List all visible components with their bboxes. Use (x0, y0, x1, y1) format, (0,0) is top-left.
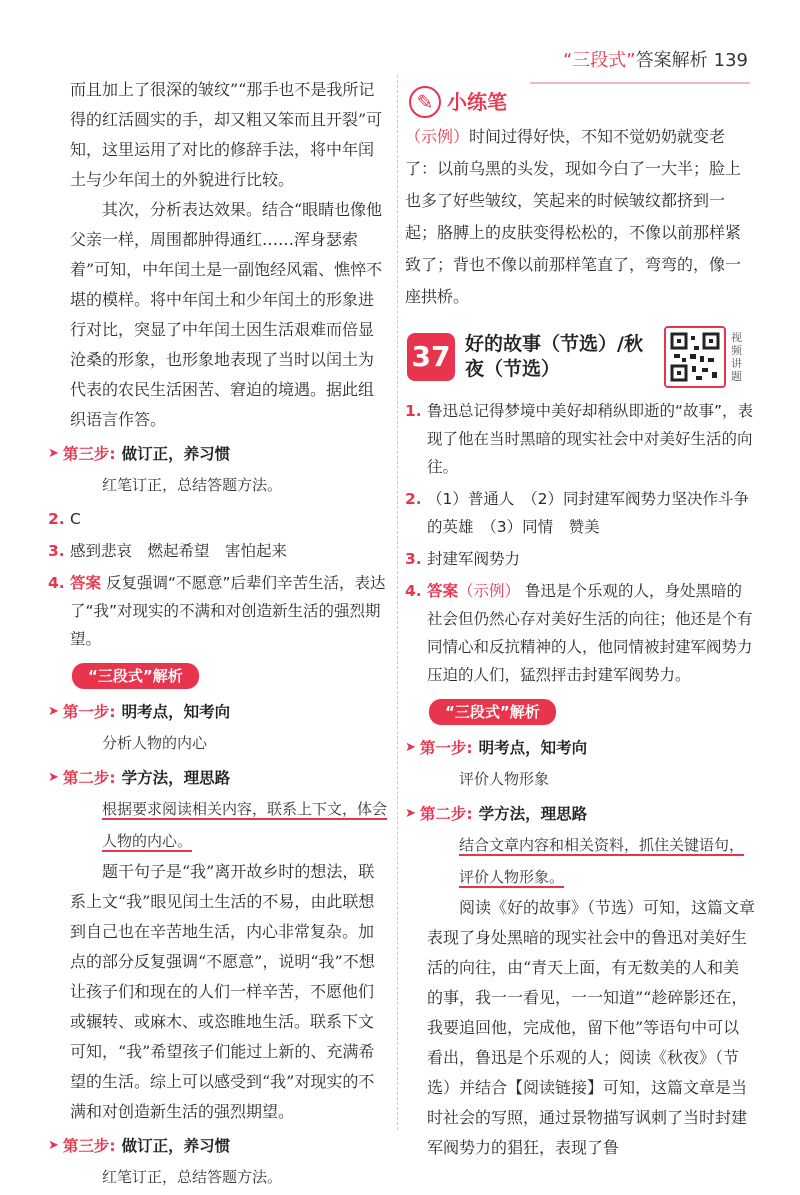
step-one-heading (48, 697, 388, 727)
example-tag: （示例） (405, 127, 470, 146)
paragraph: 而且加上了很深的皱纹”“那手也不是我所记得的红活圆实的手，却又粗又笨而且开裂”可知，这里运用了对比的修辞手法，将中年闰土与少年闰土的外貌进行比较。 (70, 80, 383, 189)
practice-heading (409, 85, 755, 119)
answer-label: 答案 (70, 574, 102, 592)
step-three-heading (48, 439, 388, 469)
answer-item-2 (48, 505, 388, 533)
item-number: 3. (48, 542, 65, 560)
step-text: 做订正，养习惯 (121, 1137, 231, 1155)
item-number: 2. (405, 490, 422, 508)
pen-icon: ✎ (409, 86, 441, 118)
item-text: 封建军阀势力 (427, 550, 521, 568)
item-text: 感到悲哀 燃起希望 害怕起来 (70, 542, 288, 560)
example-text: 时间过得好快，不知不觉奶奶就变老了：以前乌黑的头发，现如今白了一大半；脸上也多了好些皱纹，笑起来的时候皱纹都挤到一起；胳膊上的皮肤变得松松的，不像以前那样紧致了；背也不像以前那样笔直了，弯弯的，像一座拱桥。 (405, 127, 742, 306)
step-two-heading (405, 799, 755, 829)
step-text: 明考点，知考向 (478, 739, 588, 757)
paragraph: 其次，分析表达效果。结合“眼睛也像他父亲一样，周围都肿得通红……浑身瑟索着”可知，中年闰土是一副饱经风霜、憔悴不堪的模样。将中年闰土和少年闰土的形象进行对比，突显了中年闰土因生活艰难而倍显沧桑的形象，也形象地表现了当时以闰土为代表的农民生活困苦、窘迫的境遇。据此组织语言作答。 (70, 200, 383, 429)
step-detail: 分析人物的内心 (102, 734, 208, 752)
analysis-banner: “三段式”解析 (429, 699, 556, 725)
header-title: 答案解析 (635, 50, 708, 71)
series-label: “三段式” (562, 50, 636, 71)
answer-item-3 (48, 537, 388, 565)
item-text: C (70, 510, 81, 528)
step-text: 明考点，知考向 (121, 703, 231, 721)
arrow-icon: ➤ (48, 770, 59, 785)
answer-item-4 (48, 569, 388, 653)
step-label: 第二步: (419, 805, 473, 823)
answer-item-2 (405, 485, 755, 541)
answer-item-4 (405, 577, 755, 689)
step-text: 学方法，理思路 (478, 805, 588, 823)
left-column (48, 75, 388, 1193)
step-text: 学方法，理思路 (121, 769, 231, 787)
section-heading (407, 327, 755, 387)
example-tag: （示例） (458, 582, 521, 600)
paragraph: 题干句子是“我”离开故乡时的想法，联系上文“我”眼见闰土生活的不易，由此联想到自己也在辛苦地生活，内心非常复杂。加点的部分反复强调“不愿意”，说明“我”不想让孩子们和现在的人们一样辛苦，不愿他们或辗转、或麻木、或恣睢地生活。联系下文可知，“我”希望孩子们能过上新的、充满希望的生活。综上可以感受到“我”对现实的不满和对创造新生活的强烈期望。 (70, 862, 375, 1121)
section-number-badge: 37 (407, 333, 455, 381)
page-header (563, 46, 748, 72)
qr-code-icon[interactable] (664, 326, 726, 388)
qr-label: 视频讲题 (731, 331, 742, 383)
item-text: 鲁迅总记得梦境中美好却稍纵即逝的“故事”，表现了他在当时黑暗的现实社会中对美好生活的向往。 (427, 402, 754, 476)
step-two-heading (48, 763, 388, 793)
answer-item-3 (405, 545, 755, 573)
step-label: 第二步: (62, 769, 116, 787)
step-one-heading (405, 733, 755, 763)
right-column (405, 75, 755, 1163)
step-three-heading (48, 1131, 388, 1161)
arrow-icon: ➤ (48, 1138, 59, 1153)
step-label: 第一步: (419, 739, 473, 757)
item-number: 3. (405, 550, 422, 568)
step-text: 做订正，养习惯 (121, 445, 231, 463)
example-paragraph (405, 121, 755, 313)
arrow-icon: ➤ (405, 806, 416, 821)
practice-title: 小练笔 (447, 90, 507, 114)
item-number: 4. (405, 582, 422, 600)
answer-item-1 (405, 397, 755, 481)
column-divider (397, 75, 398, 1130)
step-label: 第一步: (62, 703, 116, 721)
arrow-icon: ➤ (405, 740, 416, 755)
section-title: 好的故事（节选）/秋夜（节选） (465, 333, 643, 380)
step-detail: 红笔订正，总结答题方法。 (102, 476, 283, 494)
arrow-icon: ➤ (48, 704, 59, 719)
item-number: 2. (48, 510, 65, 528)
item-text: 鲁迅是个乐观的人，身处黑暗的社会但仍然心存对美好生活的向往；他还是个有同情心和反抗精神的人，他同情被封建军阀势力压迫的人们，猛烈抨击封建军阀势力。 (427, 582, 753, 684)
step-detail: 根据要求阅读相关内容，联系上下文，体会人物的内心。 (102, 800, 388, 850)
item-text: 反复强调“不愿意”后辈们辛苦生活，表达了“我”对现实的不满和对创造新生活的强烈期望。 (70, 574, 386, 648)
analysis-banner: “三段式”解析 (72, 663, 199, 689)
answer-label: 答案 (427, 582, 459, 600)
step-label: 第三步: (62, 1137, 116, 1155)
step-label: 第三步: (62, 445, 116, 463)
paragraph: 阅读《好的故事》（节选）可知，这篇文章表现了身处黑暗的现实社会中的鲁迅对美好生活的向往，由“青天上面，有无数美的人和美的事，我一一看见，一一知道”“趁碎影还在，我要追回他，完成他，留下他”等语句中可以看出，鲁迅是个乐观的人；阅读《秋夜》（节选）并结合【阅读链接】可知，这篇文章是当时社会的写照，通过景物描写讽刺了当时封建军阀势力的猖狂，表现了鲁 (427, 898, 756, 1157)
item-text: （1）普通人 （2）同封建军阀势力坚决作斗争的英雄 （3）同情 赞美 (427, 490, 749, 536)
step-detail: 红笔订正，总结答题方法。 (102, 1168, 283, 1186)
step-detail: 评价人物形象 (459, 770, 550, 788)
item-number: 4. (48, 574, 65, 592)
item-number: 1. (405, 402, 422, 420)
page-number: 139 (713, 50, 748, 71)
arrow-icon: ➤ (48, 446, 59, 461)
step-detail: 结合文章内容和相关资料，抓住关键语句，评价人物形象。 (459, 836, 745, 886)
